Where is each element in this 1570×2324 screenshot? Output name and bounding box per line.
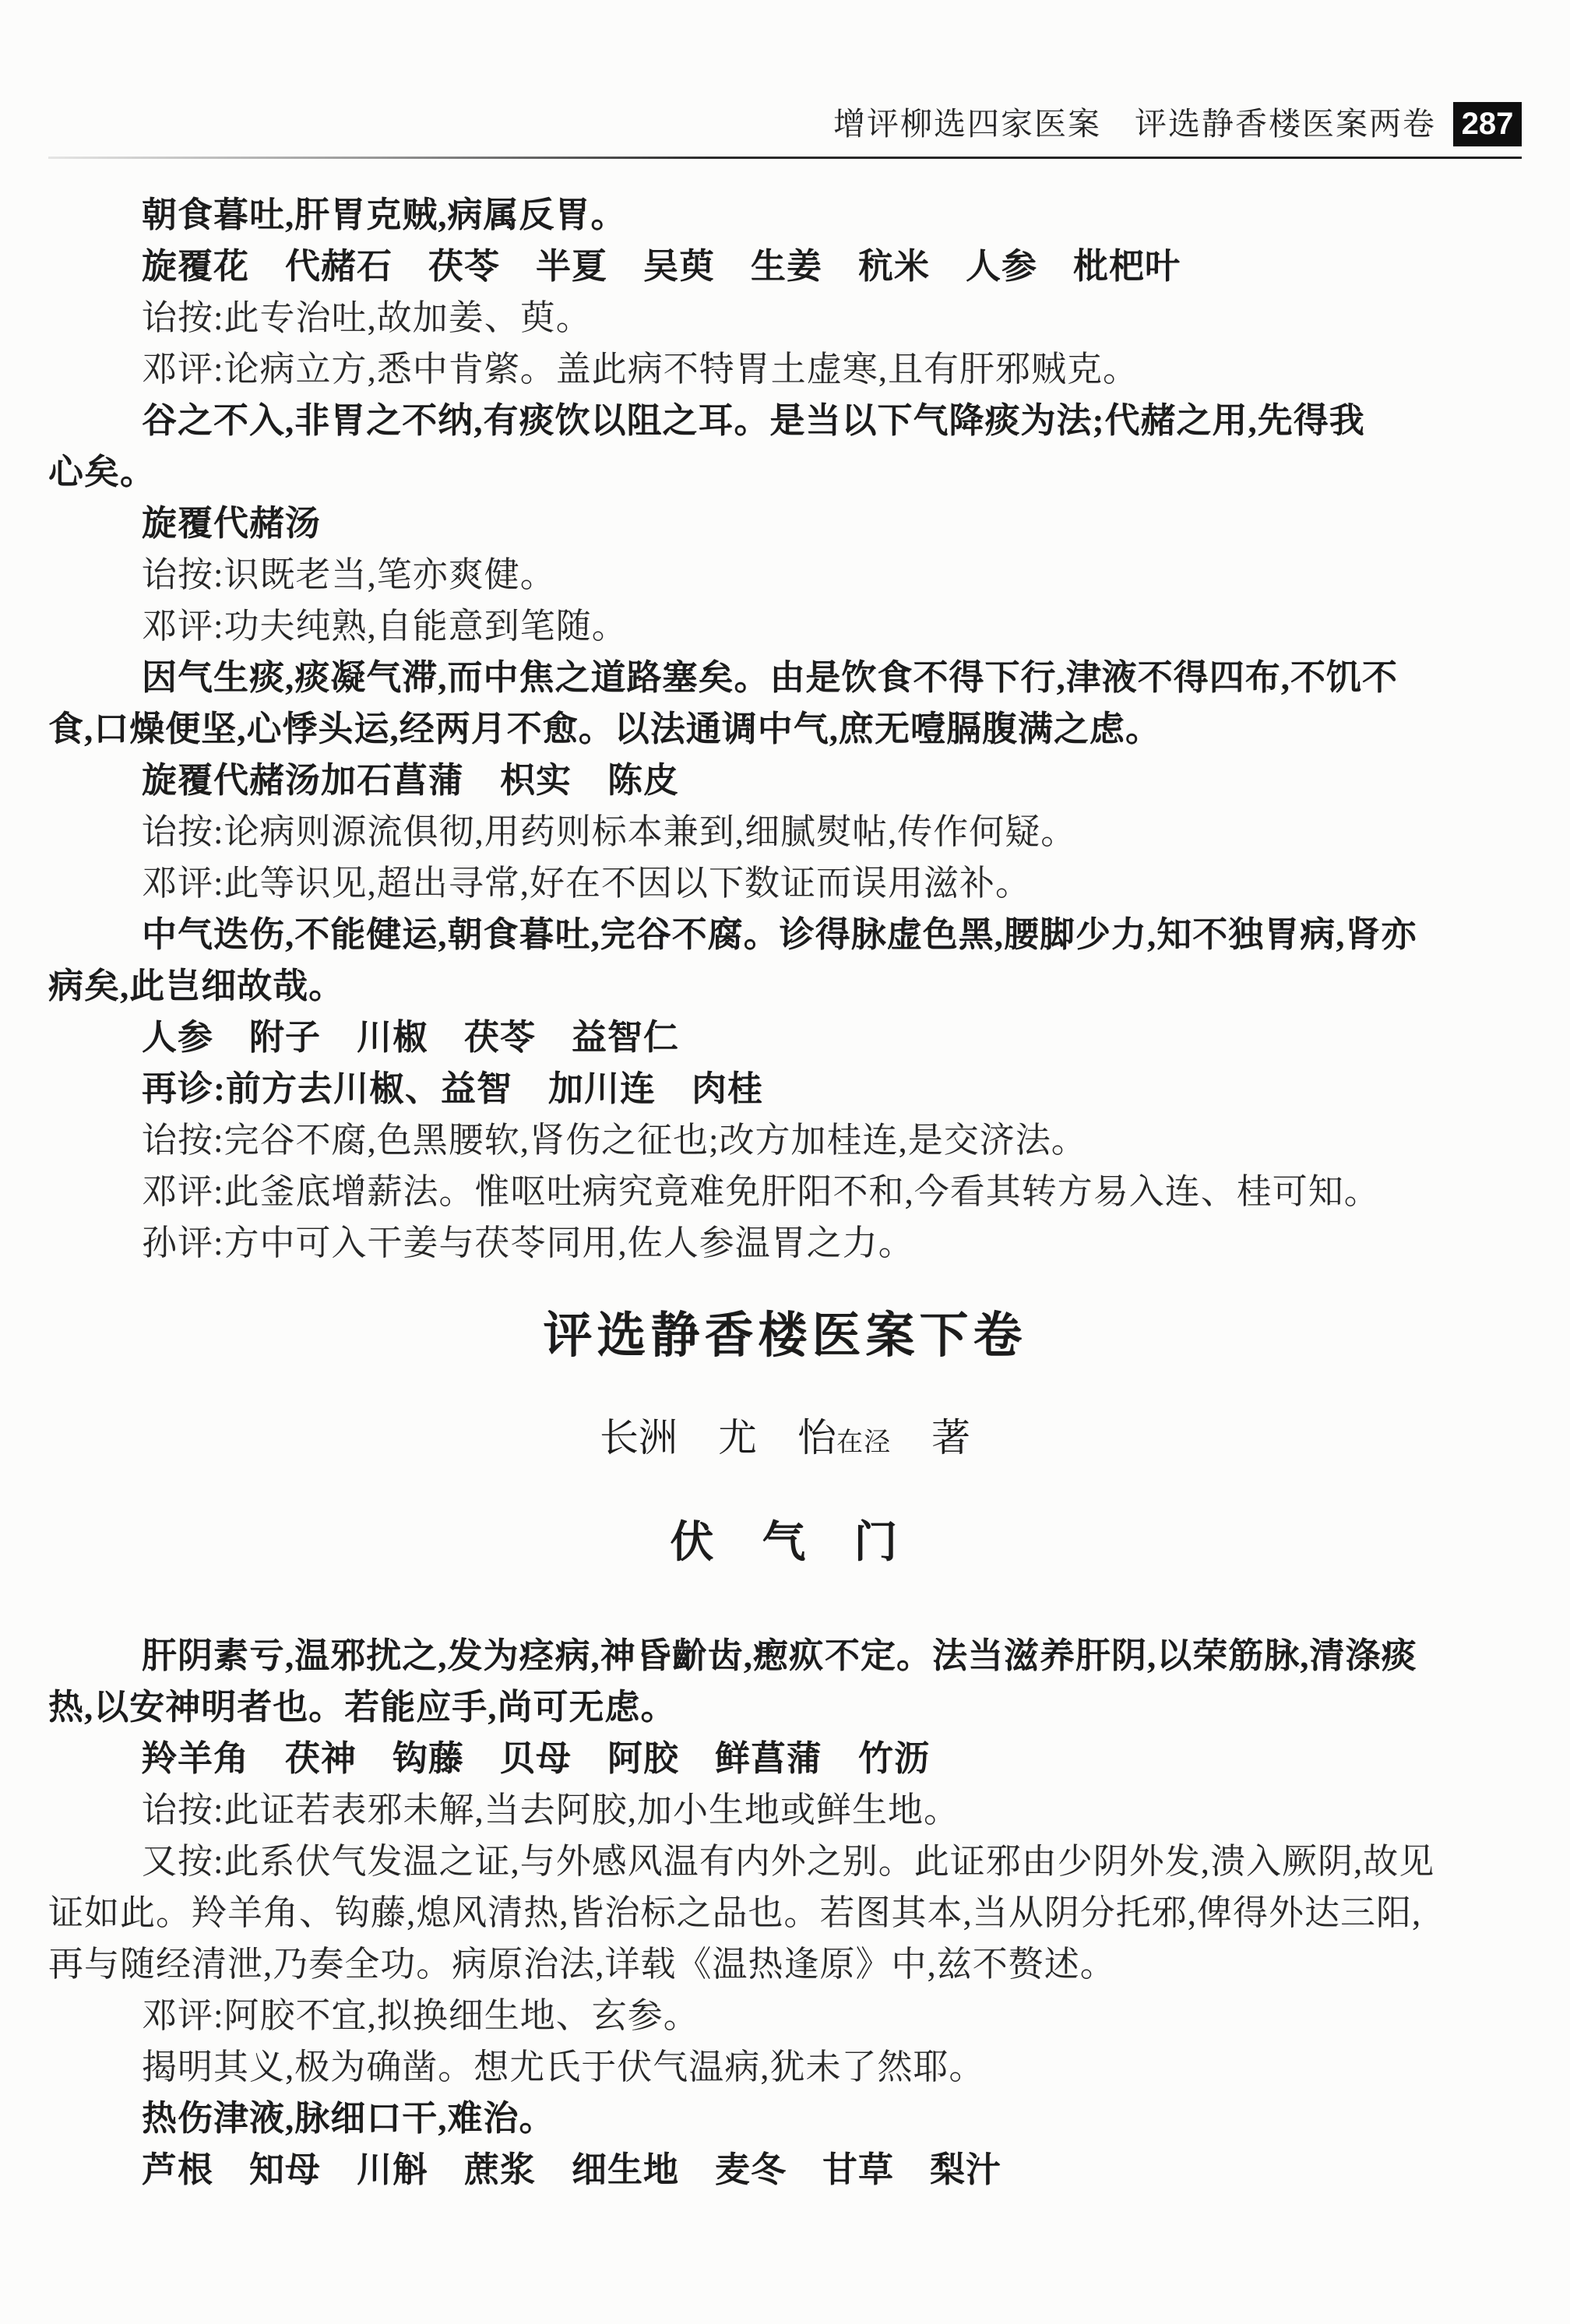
commentary-line: 邓评:论病立方,悉中肯綮。盖此病不特胃土虚寒,且有肝邪贼克。	[142, 350, 1139, 389]
commentary-line: 诒按:完谷不腐,色黑腰软,肾伤之征也;改方加桂连,是交济法。	[142, 1121, 1087, 1160]
case-line: 中气迭伤,不能健运,朝食暮吐,完谷不腐。诊得脉虚色黑,腰脚少力,知不独胃病,肾亦	[142, 915, 1417, 954]
author-surname: 尤	[718, 1416, 757, 1460]
author-line	[48, 1410, 1522, 1465]
author-role: 著	[931, 1416, 970, 1460]
page-body	[48, 189, 1522, 2195]
prescription-line: 羚羊角 茯神 钩藤 贝母 阿胶 鲜菖蒲 竹沥	[142, 1739, 931, 1778]
commentary-line: 诒按:此证若表邪未解,当去阿胶,加小生地或鲜生地。	[142, 1791, 960, 1829]
case-line: 谷之不入,非胃之不纳,有痰饮以阻之耳。是当以下气降痰为法;代赭之用,先得我	[142, 401, 1365, 440]
commentary-line: 诒按:此专治吐,故加姜、萸。	[142, 298, 592, 337]
commentary-line: 再与随经清泄,乃奏全功。病原治法,详载《温热逢原》中,兹不赘述。	[48, 1945, 1116, 1984]
case-line: 肝阴素亏,温邪扰之,发为痉病,神昏齘齿,瘛疭不定。法当滋养肝阴,以荣筋脉,清涤痰	[142, 1636, 1417, 1675]
case-line: 热,以安神明者也。若能应手,尚可无虑。	[48, 1688, 677, 1727]
commentary-line: 诒按:识既老当,笔亦爽健。	[142, 555, 556, 594]
commentary-line: 孙评:方中可入干姜与茯苓同用,佐人参温胃之力。	[142, 1224, 914, 1262]
case-line: 病矣,此岂细故哉。	[48, 967, 345, 1005]
prescription-line: 再诊:前方去川椒、益智 加川连 肉桂	[142, 1069, 763, 1108]
chapter-body	[48, 1630, 1522, 2195]
case-line: 热伤津液,脉细口干,难治。	[142, 2099, 555, 2138]
page-header	[833, 101, 1522, 146]
commentary-line: 邓评:阿胶不宜,拟换细生地、玄参。	[142, 1996, 699, 2035]
volume-title: 评选静香楼医案下卷	[543, 1308, 1027, 1363]
commentary-line: 证如此。羚羊角、钩藤,熄风清热,皆治标之品也。若图其本,当从阴分托邪,俾得外达三阳,	[48, 1893, 1422, 1932]
header-rule	[48, 157, 1522, 159]
commentary-line: 邓评:此等识见,超出寻常,好在不因以下数证而误用滋补。	[142, 864, 1032, 903]
commentary-line: 又按:此系伏气发温之证,与外感风温有内外之别。此证邪由少阴外发,溃入厥阴,故见	[142, 1842, 1435, 1881]
case-line: 食,口燥便坚,心悸头运,经两月不愈。以法通调中气,庶无噎膈腹满之虑。	[48, 710, 1162, 748]
case-line: 因气生痰,痰凝气滞,而中焦之道路塞矣。由是饮食不得下行,津液不得四布,不饥不	[142, 658, 1399, 697]
commentary-line: 邓评:此釜底增薪法。惟呕吐病究竟难免肝阳不和,今看其转方易入连、桂可知。	[142, 1172, 1380, 1211]
author-courtesy-name: 在泾	[836, 1428, 891, 1457]
author-place: 长洲	[600, 1416, 678, 1460]
prescription-line: 人参 附子 川椒 茯苓 益智仁	[142, 1018, 680, 1057]
prescription-line: 旋覆代赭汤加石菖蒲 枳实 陈皮	[142, 761, 680, 800]
prescription-line: 芦根 知母 川斛 蔗浆 细生地 麦冬 甘草 梨汁	[142, 2150, 1002, 2189]
commentary-line: 诒按:论病则源流俱彻,用药则标本兼到,细腻熨帖,传作何疑。	[142, 812, 1077, 851]
author-given: 怡	[797, 1416, 836, 1460]
case-line: 朝食暮吐,肝胃克贼,病属反胃。	[142, 195, 627, 234]
commentary-line: 邓评:功夫纯熟,自能意到笔随。	[142, 607, 628, 646]
page-number-badge: 287	[1453, 102, 1522, 146]
commentary-line: 揭明其义,极为确凿。想尤氏于伏气温病,犹未了然耶。	[142, 2048, 985, 2086]
case-line: 心矣。	[48, 452, 157, 491]
prescription-line: 旋覆代赭汤	[142, 504, 322, 543]
prescription-line: 旋覆花 代赭石 茯苓 半夏 吴萸 生姜 秔米 人参 枇杷叶	[142, 247, 1181, 286]
running-title: 增评柳选四家医案 评选静香楼医案两卷	[833, 106, 1436, 142]
chapter-title: 伏 气 门	[670, 1519, 900, 1567]
